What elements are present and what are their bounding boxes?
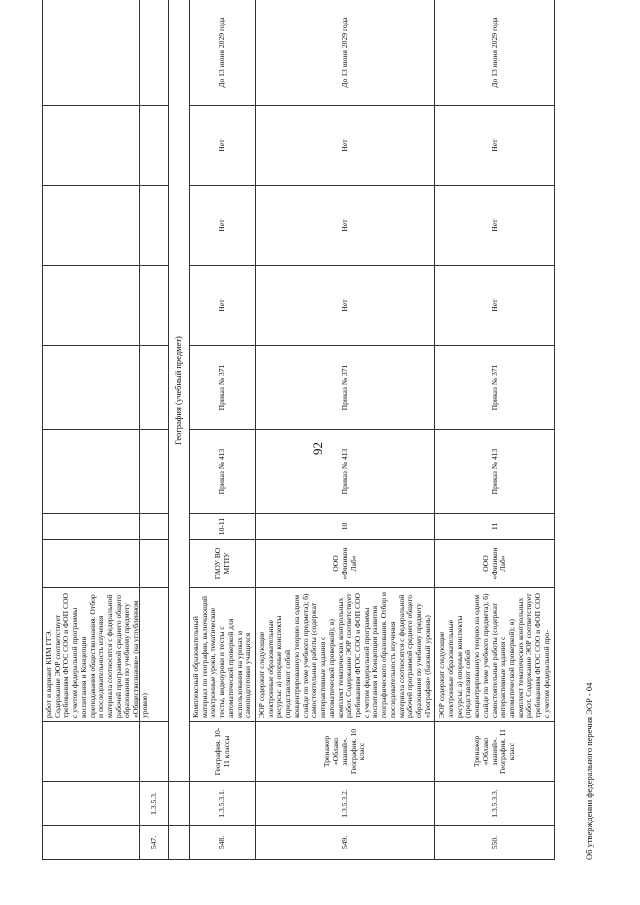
- resource-name: Тренажер «Облако знаний». География. 10 класс: [256, 722, 435, 782]
- order-413: Приказ № 413: [256, 430, 435, 514]
- order-371: Приказ № 371: [190, 346, 256, 430]
- organization: ГАОУ ВО МГПУ: [190, 540, 256, 588]
- flag-cell: Нет: [435, 266, 555, 346]
- footnote: Об утверждении федерального перечня ЭОР - 04: [584, 682, 594, 860]
- row-code: 1.3.5.3.1.: [190, 782, 256, 826]
- flag-cell: Нет: [190, 266, 256, 346]
- deadline: До 13 июня 2029 года: [256, 0, 435, 106]
- row-number: 548.: [190, 826, 256, 860]
- table-row: [256, 0, 435, 860]
- order-413: Приказ № 413: [435, 430, 555, 514]
- row-code: 1.3.5.3.3.: [435, 782, 555, 826]
- resource-name: Тренажер «Облако знаний». География. 11 класс: [435, 722, 555, 782]
- flag-cell: Нет: [256, 266, 435, 346]
- table-row: [140, 0, 169, 860]
- resource-name: География. 10-11 классы: [190, 722, 256, 782]
- grade: 10: [256, 514, 435, 540]
- row-code: 1.3.5.3.2.: [256, 782, 435, 826]
- page-number: 92: [310, 442, 325, 455]
- resource-description: ЭОР содержит следующие электронные образовательные ресурсы: а) опорные конспекты (представляют собой концентрированную теорию на одном слайде по теме учебного предмета); б) самостоятельные работы (содержат интерактивные задания с автоматической проверкой); в) комплект тематических контрольных работ. Содержание ЭОР соответствует требованиям ФГОС СОО и ФОП СОО с учетом федеральной программы воспитания и Концепции развития географического образования. Отбор и последовательность изучения материала соотносятся с федеральной рабочей программой среднего общего образования по учебному предмету «География» (базовый уровень): [256, 588, 435, 722]
- grade: 10-11: [190, 514, 256, 540]
- organization: ООО «Физикон Лаб»: [435, 540, 555, 588]
- row-number: 547.: [140, 826, 169, 860]
- row-description: работ и вариант КИМ ГГЭ. Содержание ЭОР соответствует требованиям ФГОС СОО и ФОП СОО с учетом федеральной программы воспитания и Концепции преподавания обществознания. Отбор и последовательность изучения материала соотносятся с федеральной рабочей программой среднего общего образования по учебному предмету «Обществознание» (на углубленном уровне): [44, 592, 149, 718]
- table-row: [190, 0, 256, 860]
- subject-header-row: [169, 0, 190, 860]
- order-371: Приказ № 371: [435, 346, 555, 430]
- deadline: До 13 июня 2029 года: [190, 0, 256, 106]
- flag-cell: Нет: [190, 186, 256, 266]
- deadline: До 13 июня 2029 года: [435, 0, 555, 106]
- row-code: 1.3.5.3.: [140, 782, 169, 826]
- table-row-previous: [43, 0, 140, 860]
- row-number: 550.: [435, 826, 555, 860]
- grade: 11: [435, 514, 555, 540]
- subject-header: География (учебный предмет): [169, 0, 190, 782]
- order-371: Приказ № 371: [256, 346, 435, 430]
- resource-description: Комплексный образовательный материал по географии, включающий электронные уроки, тематические тесты, видеоуроки и тесты с автоматической проверкой для использования на уроках и самоподготовки учащихся: [190, 588, 256, 722]
- order-413: Приказ № 413: [190, 430, 256, 514]
- resources-table: [42, 0, 555, 860]
- flag-cell: Нет: [190, 106, 256, 186]
- organization: ООО «Физикон Лаб»: [256, 540, 435, 588]
- flag-cell: Нет: [256, 186, 435, 266]
- flag-cell: Нет: [435, 106, 555, 186]
- rotated-page-content: [42, 0, 602, 860]
- resource-description: ЭОР содержит следующие электронные образовательные ресурсы: а) опорные конспекты (представляют собой концентрированную теорию на одном слайде по теме учебного предмета); б) самостоятельные работы (содержат интерактивные задания с автоматической проверкой); в) комплект тематических контрольных работ. Содержание ЭОР соответствует требованиям ФГОС СОО и ФОП СОО с учетом федеральной про-: [435, 588, 555, 722]
- flag-cell: Нет: [256, 106, 435, 186]
- table-row: [435, 0, 555, 860]
- flag-cell: Нет: [435, 186, 555, 266]
- row-number: 549.: [256, 826, 435, 860]
